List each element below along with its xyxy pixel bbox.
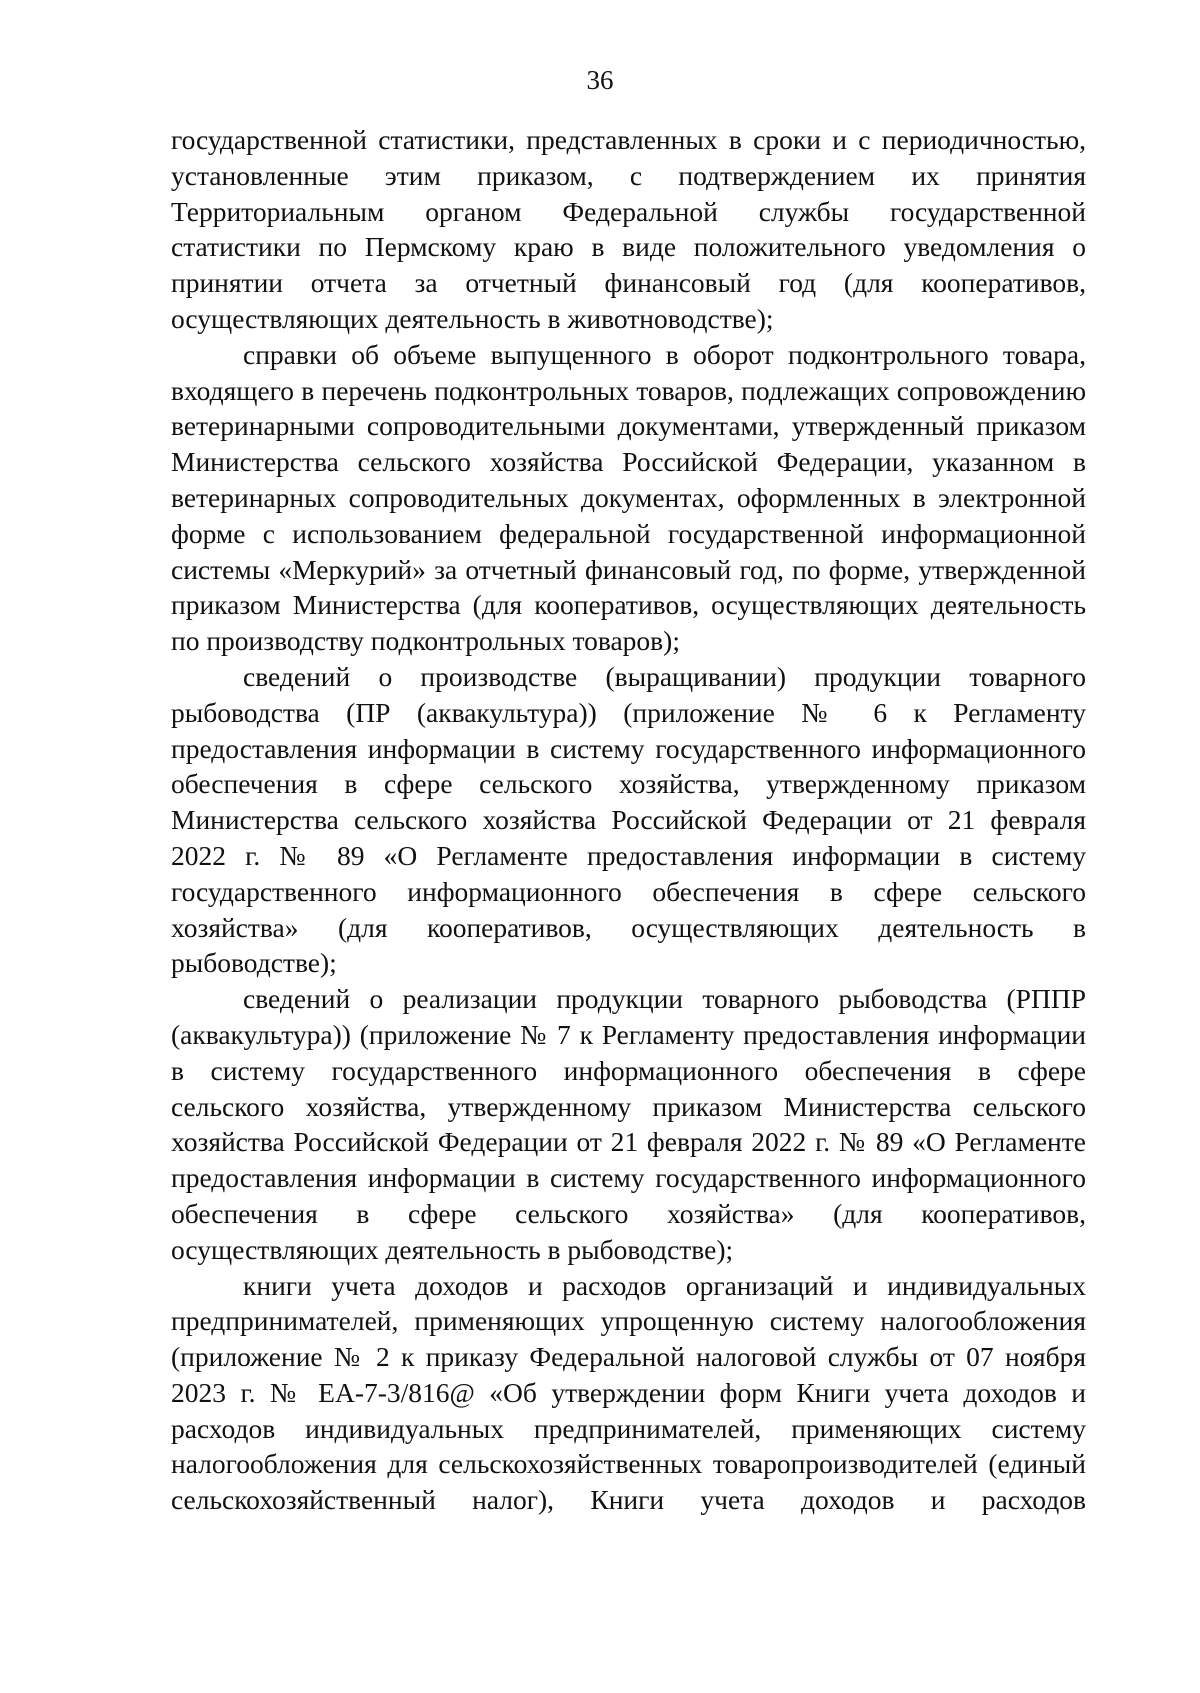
paragraph-income-ledger: книги учета доходов и расходов организаций и индивидуальных предпринимателей, применяющих упрощенную систему налогообложения (приложение № 2 к приказу Федеральной налоговой службы от 07 ноября 2023 г. № ЕА-7-3/816@ «Об утверждении форм Книги учета доходов и расходов индивидуальных предпринимателей, применяющих систему налогообложения для сельскохозяйственных товаропроизводителей (единый сельскохозяйственный налог), Книги учета доходов и расходов	[171, 1269, 1086, 1516]
paragraph-fish-sales: сведений о реализации продукции товарного рыбоводства (РППР (аквакультура)) (приложение № 7 к Регламенту предоставления информации в систему государственного информационного обеспечения в сфере сельского хозяйства, утвержденному приказом Министерства сельского хозяйства Российской Федерации от 21 февраля 2022 г. № 89 «О Регламенте предоставления информации в систему государственного информационного обеспечения в сфере сельского хозяйства» (для кооперативов, осуществляющих деятельность в рыбоводстве);	[171, 983, 1086, 1265]
document-body	[171, 122, 1086, 1518]
paragraph-mercury-certificate: справки об объеме выпущенного в оборот подконтрольного товара, входящего в перечень подконтрольных товаров, подлежащих сопровождению ветеринарными сопроводительными документами, утвержденный приказом Министерства сельского хозяйства Российской Федерации, указанном в ветеринарных сопроводительных документах, оформленных в электронной форме с использованием федеральной государственной информационной системы «Меркурий» за отчетный финансовый год, по форме, утвержденной приказом Министерства (для кооперативов, осуществляющих деятельность по производству подконтрольных товаров);	[171, 338, 1086, 657]
paragraph-fish-production: сведений о производстве (выращивании) продукции товарного рыбоводства (ПР (аквакультура)) (приложение № 6 к Регламенту предоставления информации в систему государственного информационного обеспечения в сфере сельского хозяйства, утвержденному приказом Министерства сельского хозяйства Российской Федерации от 21 февраля 2022 г. № 89 «О Регламенте предоставления информации в систему государственного информационного обеспечения в сфере сельского хозяйства» (для кооперативов, осуществляющих деятельность в рыбоводстве);	[171, 660, 1086, 979]
paragraph-statistics-report: государственной статистики, представленных в сроки и с периодичностью, установленные этим приказом, с подтверждением их принятия Территориальным органом Федеральной службы государственной статистики по Пермскому краю в виде положительного уведомления о принятии отчета за отчетный финансовый год (для кооперативов, осуществляющих деятельность в животноводстве);	[171, 124, 1086, 334]
page-number: 36	[586, 65, 614, 95]
